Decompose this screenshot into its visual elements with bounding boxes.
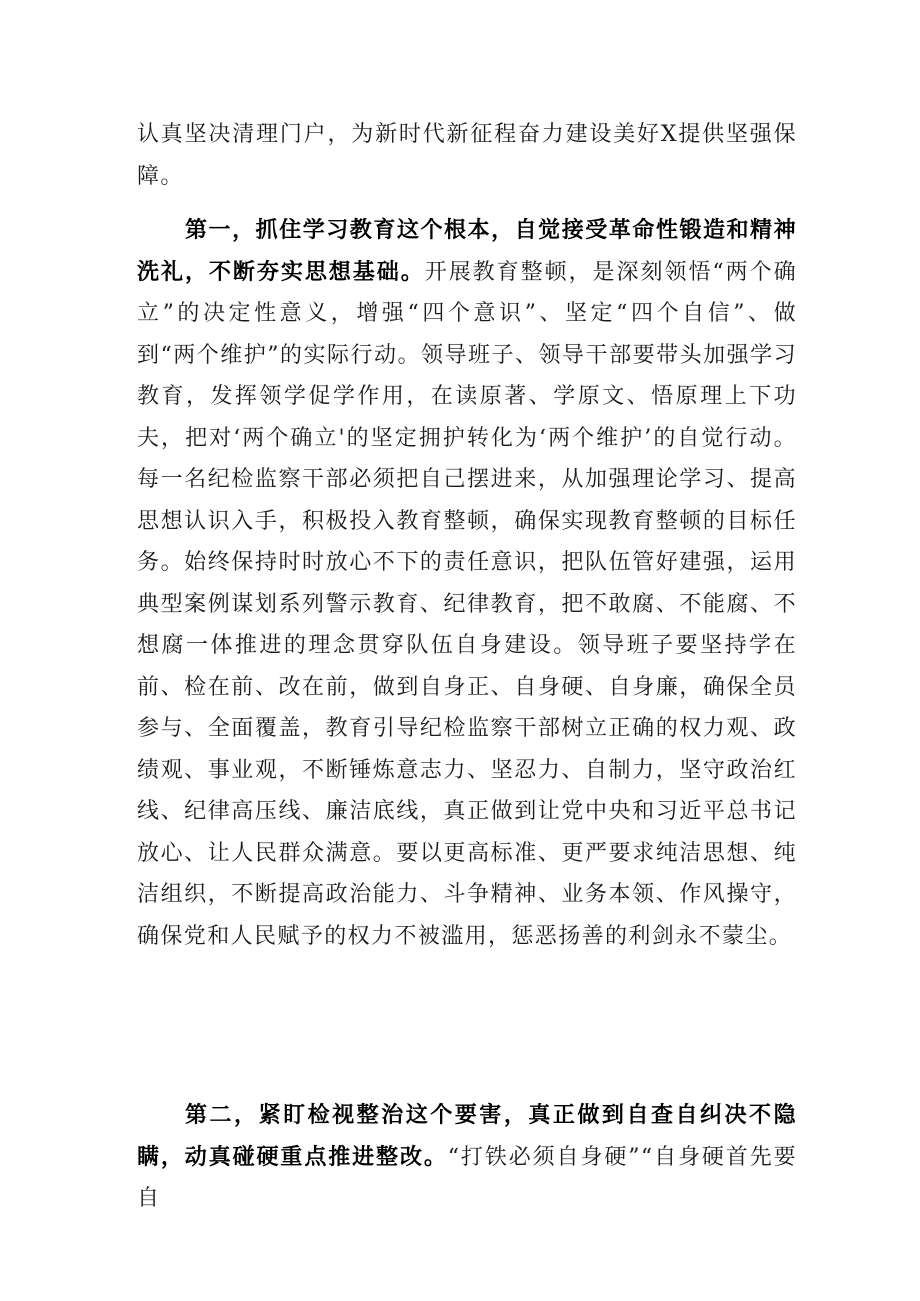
paragraph-body: 开展教育整顿，是深刻领悟“两个确立”的决定性意义，增强“四个意识”、坚定“四个自信”、做到“两个维护”的实际行动。领导班子、领导干部要带头加强学习教育，发挥领学促学作用，在读原著、学原文、悟原理上下功夫，把对‘两个确立'的坚定拥护转化为‘两个维护’的自觉行动。每一名纪检监察干部必须把自己摆进来，从加强理论学习、提高思想认识入手，积极投入教育整顿，确保实现教育整顿的目标任务。始终保持时时放心不下的责任意识，把队伍管好建强，运用典型案例谋划系列警示教育、纪律教育，把不敢腐、不能腐、不想腐一体推进的理念贯穿队伍自身建设。领导班子要坚持学在前、检在前、改在前，做到自身正、自身硬、自身廉，确保全员参与、全面覆盖，教育引导纪检监察干部树立正确的权力观、政绩观、事业观，不断锤炼意志力、坚忍力、自制力，坚守政治红线、纪律高压线、廉洁底线，真正做到让党中央和习近平总书记放心、让人民群众满意。要以更高标准、更严要求纯洁思想、纯洁组织，不断提高政治能力、斗争精神、业务本领、作风操守，确保党和人民赋予的权力不被滥用，惩恶扬善的利剑永不蒙尘。 <box>137 259 797 949</box>
paragraph-lead: 第二，紧盯检视整治这个要害，真正做到自查自纠决不隐瞒，动真碰硬重点推进整改。 <box>137 1102 797 1170</box>
paragraph-text <box>137 1095 797 1220</box>
paragraph-continuation <box>137 114 797 197</box>
paragraph-text <box>137 114 797 197</box>
paragraph-body: 认真坚决清理门户，为新时代新征程奋力建设美好X提供坚强保障。 <box>137 122 797 189</box>
paragraph-second-point <box>137 1095 797 1220</box>
paragraph-text <box>137 210 797 957</box>
paragraph-body: “打铁必须自身硬”“自身硬首先要自 <box>137 1144 797 1211</box>
paragraph-first-point <box>137 210 797 957</box>
paragraph-lead: 第一，抓住学习教育这个根本，自觉接受革命性锻造和精神洗礼，不断夯实思想基础。 <box>137 217 797 285</box>
